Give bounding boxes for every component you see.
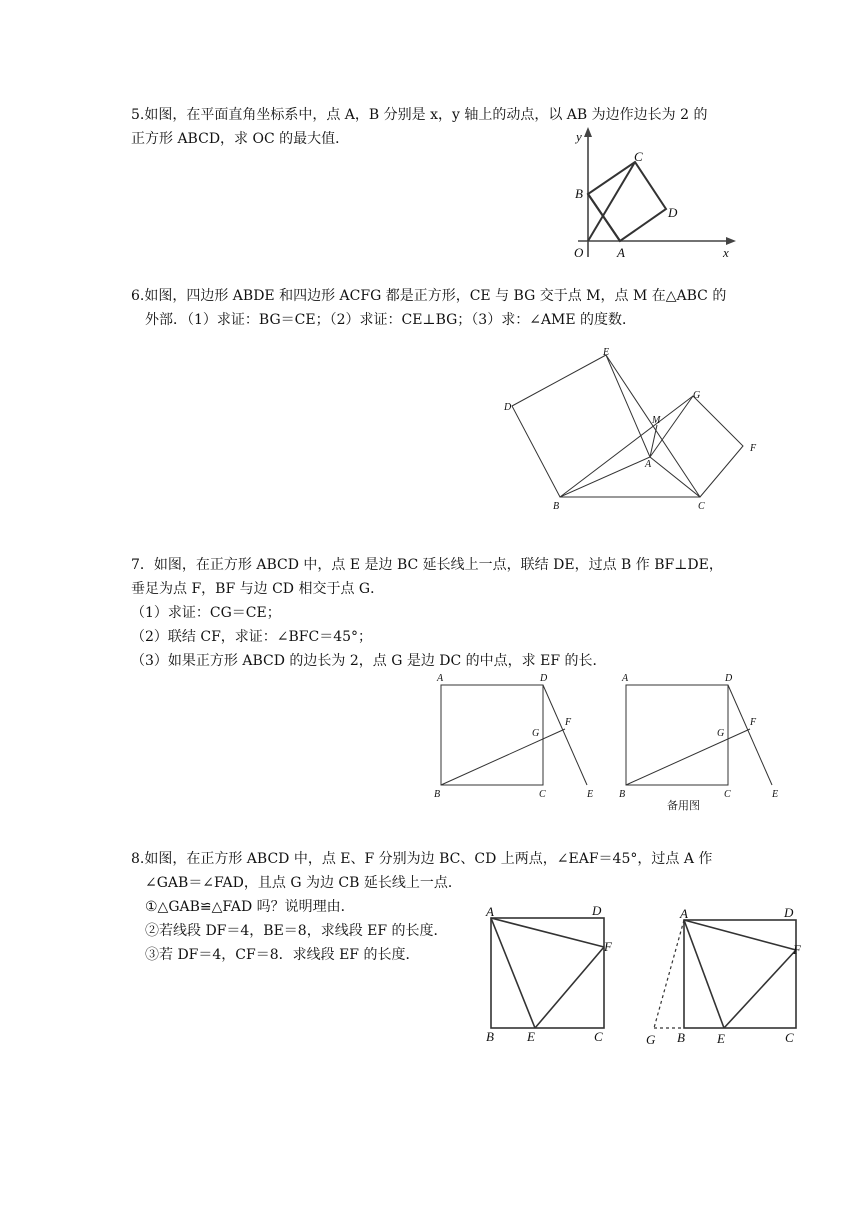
label-A: A [486,904,494,919]
problem-5-line1: 5.如图，在平面直角坐标系中，点 A，B 分别是 x，y 轴上的动点，以 AB 为边作边长为 2 的 [131,107,708,123]
problem-8-figure-right [640,900,810,1050]
problem-8-q3: ③若 DF＝4，CF＝8．求线段 EF 的长度． [145,947,420,963]
label-y: y [576,129,582,144]
problem-6-line1: 6.如图，四边形 ABDE 和四边形 ACFG 都是正方形，CE 与 BG 交于点 M，点 M 在△ABC 的 [131,288,727,304]
label-C: C [539,789,546,800]
label-G: G [646,1032,656,1047]
label-F: F [565,717,572,728]
label-E: E [717,1031,725,1046]
label-A: A [622,673,629,684]
problem-5-figure [560,125,740,265]
label-D: D [784,905,794,920]
problem-7-q2: （2）联结 CF，求证：∠BFC＝45°； [131,629,373,645]
label-C: C [785,1030,794,1045]
problem-7-q3: （3）如果正方形 ABCD 的边长为 2，点 G 是边 DC 的中点，求 EF 的长． [131,653,607,669]
problem-8-q1: ①△GAB≌△FAD 吗？说明理由． [145,899,355,915]
label-B: B [553,501,560,512]
label-A: A [437,673,444,684]
label-E: E [772,789,779,800]
problem-8-figure-left [480,900,620,1050]
label-F: F [604,939,612,954]
problem-7-figure-spare [615,670,790,815]
label-A: A [617,245,625,260]
label-G: G [717,728,725,739]
label-C: C [594,1029,603,1044]
label-F: F [793,942,801,957]
label-D: D [504,402,512,413]
problem-6-line2: 外部．（1）求证：BG＝CE；（2）求证：CE⊥BG；（3）求：∠AME 的度数． [145,312,637,328]
label-B: B [434,789,441,800]
label-E: E [587,789,594,800]
spare-figure-caption: 备用图 [667,799,700,812]
problem-7-line1: 7．如图，在正方形 ABCD 中，点 E 是边 BC 延长线上一点，联结 DE，过点 B 作 BF⊥DE， [131,557,723,573]
problem-8-q2: ②若线段 DF＝4，BE＝8，求线段 EF 的长度． [145,923,448,939]
problem-7-line2: 垂足为点 F，BF 与边 CD 相交于点 G． [131,581,385,597]
label-A: A [680,906,688,921]
problem-6-figure [500,345,765,515]
label-C: C [634,149,643,164]
label-C: C [698,501,705,512]
label-G: G [532,728,540,739]
label-D: D [540,673,548,684]
problem-7-q1: （1）求证：CG＝CE； [131,605,281,621]
label-C: C [724,789,731,800]
label-G: G [693,390,701,401]
label-B: B [486,1029,494,1044]
label-F: F [750,717,757,728]
problem-7-figure-main [430,670,600,802]
label-B: B [575,186,583,201]
problem-5-line2: 正方形 ABCD，求 OC 的最大值． [131,131,350,147]
problem-8-line2: ∠GAB＝∠FAD，且点 G 为边 CB 延长线上一点． [145,875,462,891]
label-B: B [619,789,626,800]
label-A: A [645,459,652,470]
label-D: D [592,903,602,918]
label-B: B [677,1030,685,1045]
label-D: D [668,205,678,220]
label-E: E [603,347,610,358]
label-E: E [527,1029,535,1044]
label-O: O [574,245,584,260]
label-M: M [652,415,661,426]
label-D: D [725,673,733,684]
label-F: F [750,443,757,454]
label-x: x [723,245,729,260]
problem-8-line1: 8.如图，在正方形 ABCD 中，点 E、F 分别为边 BC、CD 上两点，∠EAF＝45°，过点 A 作 [131,851,713,867]
